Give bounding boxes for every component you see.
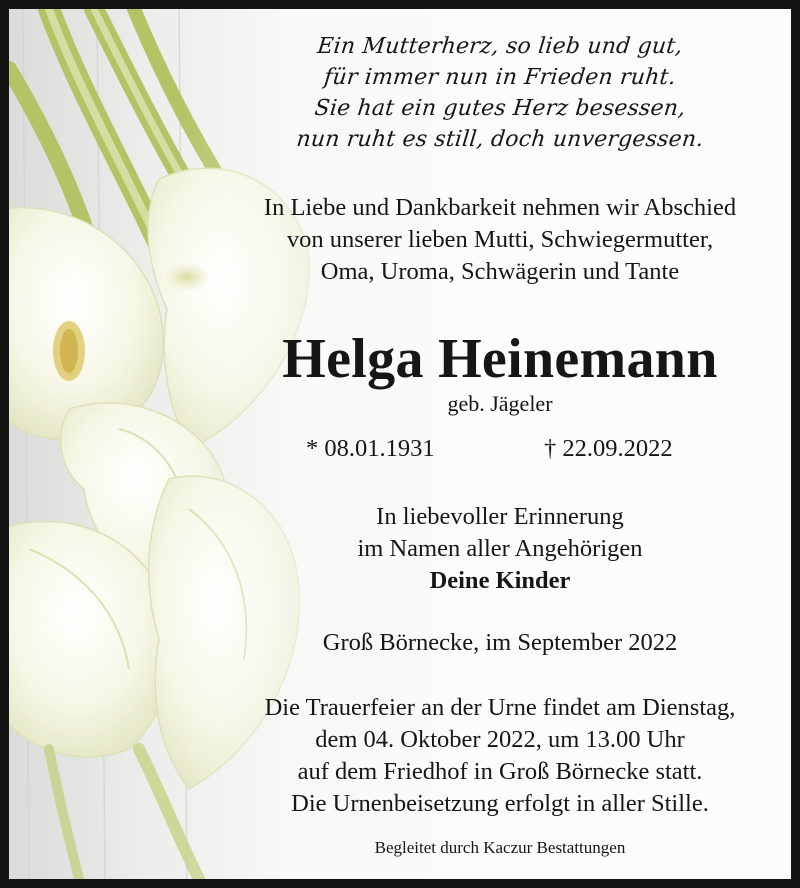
intro-line: Oma, Uroma, Schwägerin und Tante [320, 258, 680, 285]
birth-name: geb. Jägeler [447, 391, 553, 416]
memorial-poem [209, 31, 791, 155]
poem-line: nun ruht es still, doch unvergessen. [295, 127, 705, 152]
place-date: Groß Börnecke, im September 2022 [322, 629, 678, 656]
deceased-name: Helga Heinemann [282, 328, 718, 390]
funeral-line: dem 04. Oktober 2022, um 13.00 Uhr [315, 726, 685, 753]
notice-text [209, 9, 791, 879]
funeral-line: Die Trauerfeier an der Urne findet am Dienstag, [264, 694, 736, 721]
funeral-line: Die Urnenbeisetzung erfolgt in aller Stille. [291, 790, 709, 817]
poem-line: für immer nun in Frieden ruht. [322, 65, 678, 90]
signers: Deine Kinder [429, 567, 571, 594]
intro-line: In Liebe und Dankbarkeit nehmen wir Abschied [263, 194, 737, 221]
funeral-info [209, 692, 791, 820]
remembrance [209, 501, 791, 597]
intro-line: von unserer lieben Mutti, Schwiegermutter, [286, 226, 714, 253]
remembrance-line: im Namen aller Angehörigen [357, 535, 643, 562]
funeral-home-credit: Begleitet durch Kaczur Bestattungen [374, 838, 626, 857]
funeral-line: auf dem Friedhof in Groß Börnecke statt. [297, 758, 703, 785]
remembrance-line: In liebevoller Erinnerung [376, 503, 624, 530]
death-date: † 22.09.2022 [544, 435, 673, 462]
poem-line: Ein Mutterherz, so lieb und gut, [316, 34, 684, 59]
life-dates [209, 433, 791, 465]
farewell-intro [209, 192, 791, 288]
birth-date: * 08.01.1931 [306, 435, 435, 462]
poem-line: Sie hat ein gutes Herz besessen, [313, 96, 687, 121]
